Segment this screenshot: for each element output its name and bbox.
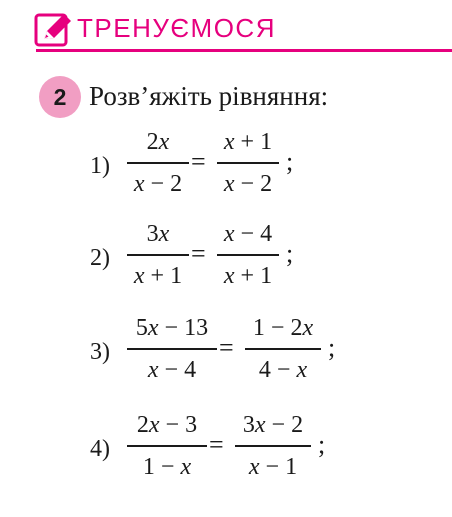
denominator: x + 1 (133, 262, 183, 289)
denominator: x − 4 (147, 356, 197, 383)
numerator: 2x − 3 (136, 412, 198, 438)
section-header (0, 0, 452, 62)
semicolon: ; (318, 430, 326, 459)
equation-label: 3) (90, 339, 110, 365)
semicolon: ; (286, 239, 294, 268)
semicolon: ; (286, 147, 294, 176)
numerator: x + 1 (223, 129, 273, 155)
header-rule (36, 49, 452, 52)
equals-sign: = (191, 239, 206, 268)
numerator: 2x (146, 129, 170, 155)
numerator: 1 − 2x (252, 315, 314, 341)
task-number-badge: 2 (39, 76, 81, 118)
right-fraction (245, 314, 321, 384)
numerator: x − 4 (223, 221, 273, 247)
task-instruction: Розв’яжіть рівняння: (89, 81, 329, 111)
denominator: x − 2 (223, 170, 273, 197)
left-fraction (127, 128, 189, 198)
equals-sign: = (209, 430, 224, 459)
left-fraction (127, 411, 207, 481)
numerator: 5x − 13 (135, 315, 209, 341)
left-fraction (127, 314, 217, 384)
denominator: x − 2 (133, 170, 183, 197)
semicolon: ; (328, 333, 336, 362)
pencil-icon (34, 12, 74, 48)
section-title: ТРЕНУЄМОСЯ (77, 13, 276, 43)
right-fraction (217, 220, 279, 290)
numerator: 3x (146, 221, 170, 247)
equals-sign: = (219, 333, 234, 362)
equation-label: 1) (90, 153, 110, 179)
numerator: 3x − 2 (242, 412, 304, 438)
denominator: 4 − x (258, 356, 308, 383)
equals-sign: = (191, 147, 206, 176)
left-fraction (127, 220, 189, 290)
equation-label: 4) (90, 436, 110, 462)
denominator: x + 1 (223, 262, 273, 289)
equation-label: 2) (90, 245, 110, 271)
denominator: x − 1 (248, 453, 298, 480)
denominator: 1 − x (142, 453, 192, 480)
right-fraction (235, 411, 311, 481)
right-fraction (217, 128, 279, 198)
